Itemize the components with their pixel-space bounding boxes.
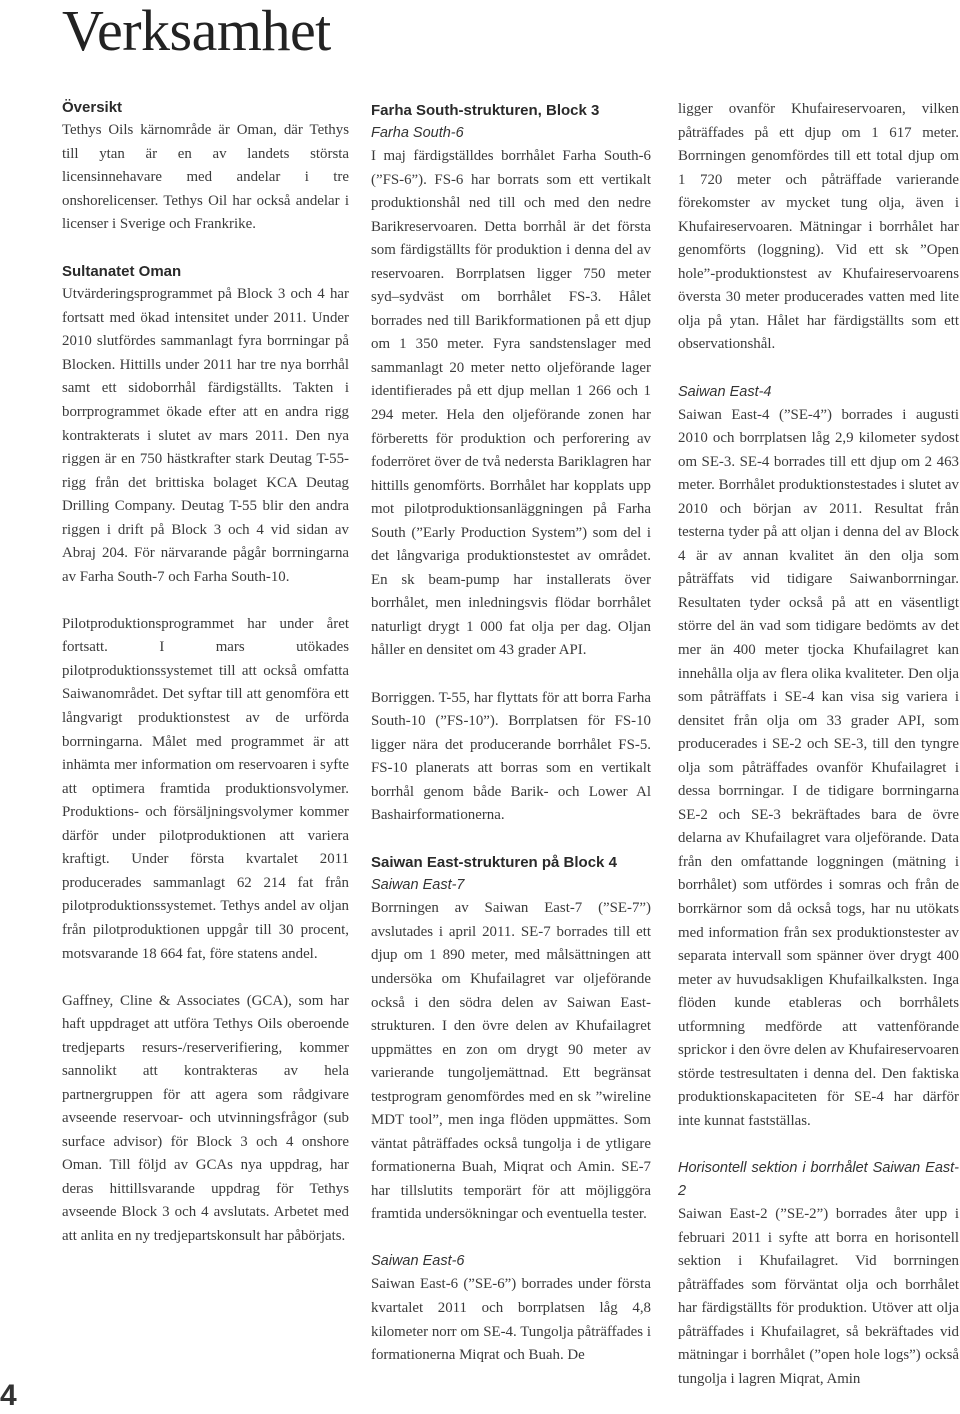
- paragraph-pilotproduktion: Pilotproduktionsprogrammet har under året fortsatt. I mars utökades pilotproduktionssystemet till att också omfatta Saiwanområdet. Det syftar till att genomföra ett långvarigt produktionstest av de urförda borrningarna. Målet med programmet är att inhämta mer information om reservoaren i syfte att optimera framtida produktionsvolymer. Produktions- och försäljningsvolymer kommer därför under pilotproduktionen att variera kraftigt. Under första kvartalet 2011 producerades sammanlagt 62 214 fat från pilotproduktionssystemet. Tethys andel av oljan från pilotproduktionen uppgår till 30 procent, motsvarande 18 664 fat, före statens andel.: [62, 615, 349, 962]
- subheading-horisontell-sektion: Horisontell sektion i borrhålet Saiwan East-2: [678, 1159, 959, 1199]
- heading-farha-south: Farha South-strukturen, Block 3: [371, 102, 600, 119]
- subheading-farha-south-6: Farha South-6: [371, 125, 464, 141]
- heading-saiwan-east: Saiwan East-strukturen på Block 4: [371, 854, 617, 872]
- column-3: [678, 98, 959, 1391]
- paragraph-gca: Gaffney, Cline & Associates (GCA), som har haft uppdraget att utföra Tethys Oils oberoende tredjeparts resurs-/reserverifiering, kommer sannolikt att kontrakteras av hela partnergruppen för att agera som rådgivare avseende reservoar- och utvinningsfrågor (sub surface advisor) för Block 3 och 4 onshore Oman. Till följd av GCAs nya uppdrag, har deras hittillsvarande uppdrag för Tethys avseende Block 3 och 4 avslutats. Arbetet med att anlita en ny tredjepartskonsult har påbörjats.: [62, 992, 349, 1245]
- paragraph-horisontell-sektion: Saiwan East-2 (”SE-2”) borrades åter upp i februari 2011 i syfte att borra en horisontell sektion i Khufailagret. Vid borrningen påträffades som förväntat olja och borrhålet har färdigställts för produktion. Utöver att olja påträffades i Khufailagret, så bekräftades vid mätningar i borrhålet (”open hole logs”) också tungolja i lagren Miqrat, Amin: [678, 1205, 959, 1387]
- subheading-saiwan-east-6: Saiwan East-6: [371, 1253, 465, 1270]
- page-number: 4: [0, 1379, 17, 1412]
- page-title: Verksamhet: [62, 0, 331, 63]
- heading-sultanatet-oman: Sultanatet Oman: [62, 263, 182, 281]
- heading-oversikt: Översikt: [62, 99, 123, 116]
- column-2: [371, 99, 651, 1368]
- subheading-saiwan-east-7: Saiwan East-7: [371, 877, 465, 894]
- paragraph-farha-south-6: I maj färdigställdes borrhålet Farha South-6 (”FS-6”). FS-6 har borrats som ett vertikalt produktionshål ned till och med den nedre Barikreservoaren. Detta borrhål är det första som färdigställts för produktion i denna del av reservoaren. Borrplatsen ligger 750 meter syd–sydväst om borrhålet FS-3. Hålet borrades ned till Barikformationen på ett djup om 1 350 meter. Fyra sandstenslager med sammanlagt 20 meter netto oljeförande lager identifierades på ett djup mellan 1 266 och 1 294 meter. Hela den oljeförande zonen har förberetts för produktion och perforering av foderröret över de två nedersta Bariklagren har hittills genomförts. Borrhålet har kopplats upp mot pilotproduktionsanläggningen på Farha South (”Early Production System”) som del i det långvariga produktionstestet av området. En sk beam-pump har installerats över borrhålet, men inledningsvis flödar borrhålet naturligt drygt 1 000 fat olja per dag. Oljan håller en densitet om 43 grader API.: [371, 148, 651, 659]
- paragraph-saiwan-east-4: Saiwan East-4 (”SE-4”) borrades i augusti 2010 och borrplatsen låg 2,9 kilometer sydost om SE-3. SE-4 borrades till ett djup om 2 463 meter. Borrhålet produktionstestades i slutet av 2010 och början av 2011. Resultat från testerna tyder på att oljan i denna del av Block 4 är av annan kvalitet än den olja som påträffats vid tidigare Saiwanborrningar. Resultaten tyder också på att en väsentligt större del än vad som tidigare bedömts av det mer än 400 meter tjocka Khufailagret kan innehålla olja av flera olika kvaliteter. Den olja som påträffats i SE-4 kan visa sig variera i densitet från olja om 33 grader API, som producerades i SE-2 och SE-3, till den tyngre olja som påträffades ovanför Khufailagret i dessa borrningar. I de tidigare borrningarna SE-2 och SE-3 bekräftades bara de övre delarna av Khufailagret vara oljeförande. Data från den omfattande loggningen (mätning i borrhålet) som utfördes i somras och från de borrkärnor som då också togs, har nu utökats med information från sex produktionstester av separata intervall som spänner över drygt 400 meter av huvudsakligen Khufailkalksten. Inga flöden kunde etableras och borrhålets utformning medförde att vattenförande sprickor i den övre delen av Khufaireservoaren störde testresultaten i denna del. Den faktiska produktionskapaciteten för SE-4 har därför inte kunnat fastställas.: [678, 406, 959, 1129]
- column-1: [62, 96, 349, 1272]
- paragraph-saiwan-east-7: Borrningen av Saiwan East-7 (”SE-7”) avslutades i april 2011. SE-7 borrades till ett djup om 1 890 meter, med målsättningen att undersöka om Khufailagret var oljeförande också i den södra delen av Saiwan East-strukturen. I den övre delen av Khufailagret uppmättes en zon om drygt 90 meter av varierande tungoljemättnad. Ett begränsat testprogram genomfördes med en sk ”wireline MDT tool”, men inga flöden uppmättes. Som väntat påträffades också tungolja i de ytligare formationerna Buah, Miqrat och Amin. SE-7 har tillslutits temporärt för att möjliggöra framtida undersökningar och eventuella tester.: [371, 900, 651, 1223]
- subheading-saiwan-east-4: Saiwan East-4: [678, 383, 772, 400]
- paragraph-saiwan-east-6-continued: ligger ovanför Khufaireservoaren, vilken påträffades på ett djup om 1 617 meter. Borrningen genomfördes till ett total djup om 1 720 meter och påträffade varierande förekomster av mycket tung olja, även i Khufaireservoaren. Mätningar i borrhålet har genomförts (loggning). Vid ett sk ”Open hole”-produktionstest av Khufaireservoarens översta 30 meter producerades vatten med lite olja på ytan. Hålet har färdigställts som ett observationshål.: [678, 101, 959, 353]
- paragraph-borriggen: Borriggen. T-55, har flyttats för att borra Farha South-10 (”FS-10”). Borrplatsen för FS-10 ligger nära det producerande borrhålet FS-5. FS-10 planerats att borras som en vertikalt borrhål genom både Barik- och Lower Al Bashairformationerna.: [371, 689, 651, 824]
- paragraph-saiwan-east-6: Saiwan East-6 (”SE-6”) borrades under första kvartalet 2011 och borrplatsen låg 4,8 kilometer norr om SE-4. Tungolja påträffades i formationerna Miqrat och Buah. De: [371, 1276, 651, 1364]
- paragraph-oversikt: Tethys Oils kärnområde är Oman, där Tethys till ytan är en av landets största licensinnehavare med andelar i tre onshorelicenser. Tethys Oil har också andelar i licenser i Sverige och Frankrike.: [62, 122, 349, 233]
- paragraph-oman: Utvärderingsprogrammet på Block 3 och 4 har fortsatt med ökad intensitet under 2011. Under 2010 slutfördes sammanlagt fyra borrningar på Blocken. Hittills under 2011 har tre nya borrhål samt ett sidoborrhål färdigställts. Takten i borrprogrammet ökade efter att en andra rigg kontrakterats i slutet av mars 2011. Den nya riggen är en 750 hästkrafter stark Deutag T-55-rigg från det brittiska bolaget KCA Deutag Drilling Company. Deutag T-55 blir den andra riggen i drift på Block 3 och 4 vid sidan av Abraj 204. För närvarande pågår borrningarna av Farha South-7 och Farha South-10.: [62, 286, 349, 585]
